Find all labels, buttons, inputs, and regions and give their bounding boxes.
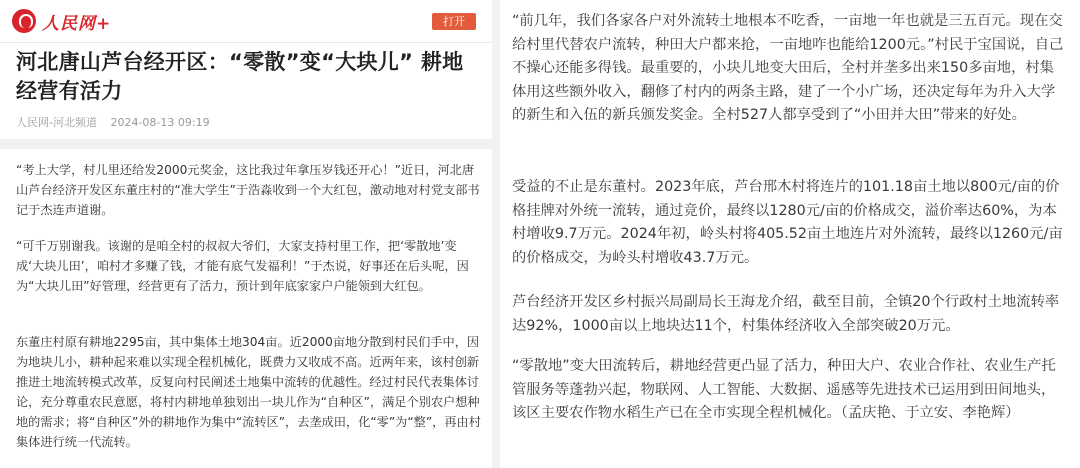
left-paragraph-1: “考上大学，村儿里还给发2000元奖金，这比我过年拿压岁钱还开心！”近日，河北唐山芦台经济开发区东董庄村的“准大学生”于浩淼收到一个大红包，激动地对村党支部书记于杰连声道谢。 bbox=[16, 163, 480, 217]
article-datetime: 2024-08-13 09:19 bbox=[110, 116, 210, 129]
left-article-panel bbox=[0, 0, 492, 468]
right-paragraph-4: “零散地”变大田流转后，耕地经营更凸显了活力，种田大户、农业合作社、农业生产托管服务等蓬勃兴起，物联网、人工智能、大数据、遥感等先进技术已运用到田间地头，该区主要农作物水稻生产已在全市实现全程机械化。（孟庆艳、于立安、李艳辉） bbox=[512, 358, 1056, 421]
left-paragraph-3: 东董庄村原有耕地2295亩，其中集体土地304亩。近2000亩地分散到村民们手中，因为地块儿小，耕种起来难以实现全程机械化，既费力又收成不高。近两年来，该村创新推进土地流转模式改革，反复向村民阐述土地集中流转的优越性。经过村民代表集体讨论，充分尊重农民意愿，将村内耕地单独划出一块儿作为“自种区”，满足个别农户想种地的需求；将“自种区”外的耕地作为集中“流转区”，去垄成田，化“零”为“整”，再由村集体进行统一代流转。 bbox=[16, 335, 481, 449]
right-paragraph-2: 受益的不止是东董村。2023年底，芦台邢木村将连片的101.18亩土地以800元/亩的价格挂牌对外统一流转，通过竞价，最终以1280元/亩的价格成交，溢价率达60%，为本村增收9.7万元。2024年初，岭头村将405.52亩土地连片对外流转，最终以1260元/亩的价格成交，为岭头村增收43.7万元。 bbox=[512, 179, 1063, 266]
right-paragraph-3: 芦台经济开发区乡村振兴局副局长王海龙介绍，截至目前，全镇20个行政村土地流转率达92%，1000亩以上地块达11个，村集体经济收入全部突破20万元。 bbox=[512, 294, 1060, 334]
right-paragraph-1: “前几年，我们各家各户对外流转土地根本不吃香，一亩地一年也就是三五百元。现在交给村里代替农户流转，种田大户都来抢，一亩地咋也能给1200元。”村民于宝国说，自己不操心还能多得钱。最重要的，小块儿地变大田后，全村并垄多出来150多亩地，村集体用这些额外收入，翻修了村内的两条主路，建了一个小广场，还决定每年为升入大学的新生和入伍的新兵颁发奖金。全村527人都享受到了“小田并大田”带来的好处。 bbox=[512, 13, 1064, 123]
article-source: 人民网-河北频道 bbox=[16, 116, 97, 129]
right-article-panel bbox=[500, 0, 1080, 468]
article-meta bbox=[16, 114, 220, 130]
open-app-button[interactable]: 打开 bbox=[432, 13, 476, 30]
app-header bbox=[0, 0, 492, 43]
section-gap bbox=[0, 139, 492, 149]
logo-icon bbox=[12, 9, 36, 33]
people-daily-logo[interactable] bbox=[12, 8, 111, 34]
article-title: 河北唐山芦台经开区：“零散”变“大块儿” 耕地经营有活力 bbox=[16, 50, 464, 103]
logo-text: 人民网+ bbox=[42, 13, 112, 34]
left-paragraph-2: “可千万别谢我。该谢的是咱全村的叔叔大爷们，大家支持村里工作，把‘零散地’变成‘大块儿田’，咱村才多赚了钱，才能有底气发福利！”于杰说，好事还在后头呢，因为“大块儿田”好管理，经营更有了活力，预计到年底家家户户能领到大红包。 bbox=[16, 239, 469, 293]
panel-divider bbox=[492, 0, 500, 468]
